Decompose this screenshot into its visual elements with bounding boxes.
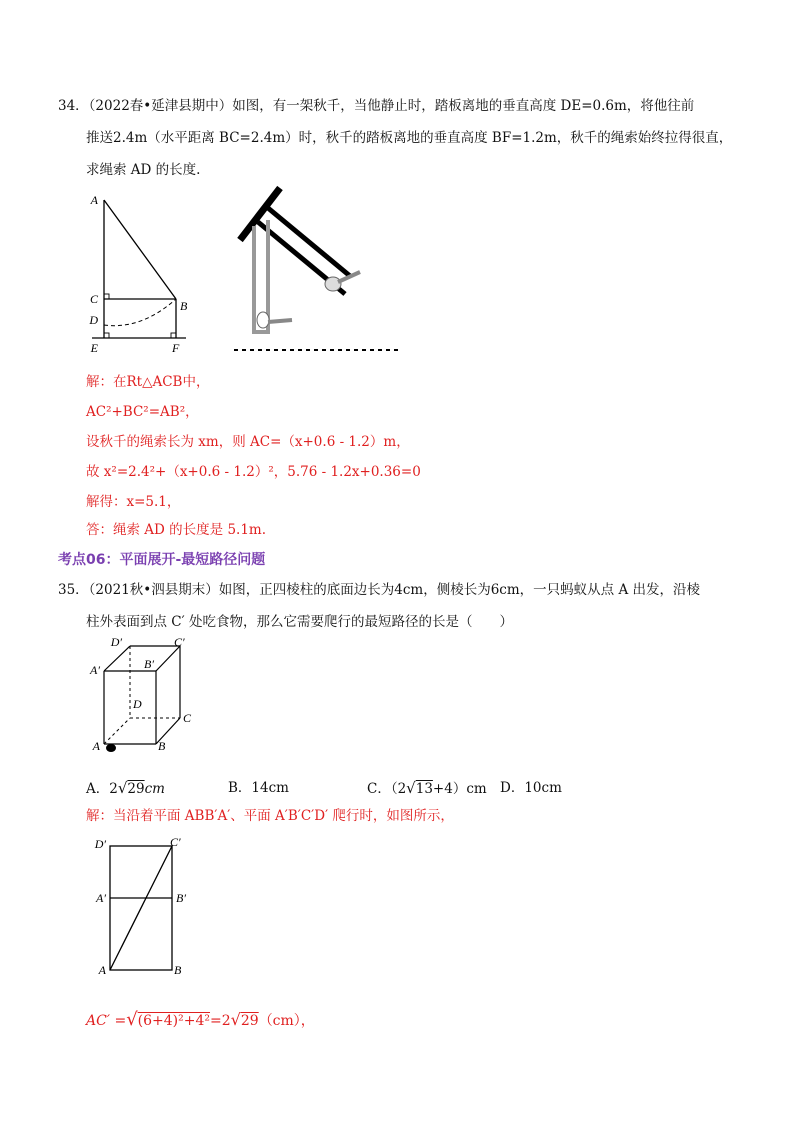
prism-figure [86,636,196,758]
q34-solution-5: 解得：x=5.1， [86,494,181,510]
label-B: B [158,739,166,753]
option-c[interactable]: C．（2√13+4）cm [367,779,487,797]
q34-line-3: 求绳索 AD 的长度. [86,162,201,178]
q34-solution-1: 解：在Rt△ACB中， [86,374,210,390]
q34-solution-4: 故 x²=2.4²+（x+0.6 - 1.2）²，5.76 - 1.2x+0.36=0 [86,464,421,480]
label-C: C [89,292,98,306]
label-Cp: C′ [174,635,185,649]
q34-solution-6: 答：绳索 AD 的长度是 5.1m. [86,522,267,538]
label-F: F [172,341,180,355]
q34-line-1: 34．（2022春•延津县期中）如图，有一架秋千，当他静止时，踏板离地的垂直高度 DE=0.6m，将他往前 [58,98,695,114]
label-C: C [183,711,192,725]
label-D: D [89,313,98,327]
label-Bp: B′ [144,657,154,671]
q35-line-1: 35．（2021秋•泗县期末）如图，正四棱柱的底面边长为4cm，侧棱长为6cm，一只蚂蚁从点 A 出发，沿棱 [58,582,700,598]
option-b[interactable]: B．14cm [228,780,289,796]
q35-final-formula: AC′ =√(6+4)²+4²=2√29（cm）， [86,1009,315,1030]
net-label-B: B [174,963,182,977]
q34-line-2: 推送2.4m（水平距离 BC=2.4m）时，秋千的踏板离地的垂直高度 BF=1.2m，秋千的绳索始终拉得很直， [86,130,733,146]
section-title: 考点06：平面展开-最短路径问题 [58,552,266,568]
label-E: E [90,341,98,355]
net-figure [86,834,196,980]
label-A: A [92,739,100,753]
q35-line-2: 柱外表面到点 C′ 处吃食物，那么它需要爬行的最短路径的长是（ ） [86,614,513,630]
net-label-A: A [98,963,106,977]
swing-illustration [230,186,405,361]
net-label-Ap: A′ [96,891,106,905]
label-D: D [133,697,142,711]
option-a[interactable]: A．2√29cm [86,779,165,797]
option-d[interactable]: D．10cm [500,780,562,796]
q34-solution-2: AC²+BC²=AB²， [86,404,199,420]
net-label-Dp: D′ [94,837,106,851]
q35-solution-1: 解：当沿着平面 ABB′A′、平面 A′B′C′D′ 爬行时，如图所示， [86,808,454,824]
label-A: A [90,193,98,207]
label-B: B [180,299,188,313]
label-Ap: A′ [90,663,100,677]
label-Dp: D′ [110,635,122,649]
q34-solution-3: 设秋千的绳索长为 xm，则 AC=（x+0.6 - 1.2）m， [86,434,410,450]
net-label-Cp: C′ [170,835,181,849]
net-label-Bp: B′ [176,891,186,905]
q34-geometry-figure [86,190,196,360]
ant-icon [106,744,116,752]
